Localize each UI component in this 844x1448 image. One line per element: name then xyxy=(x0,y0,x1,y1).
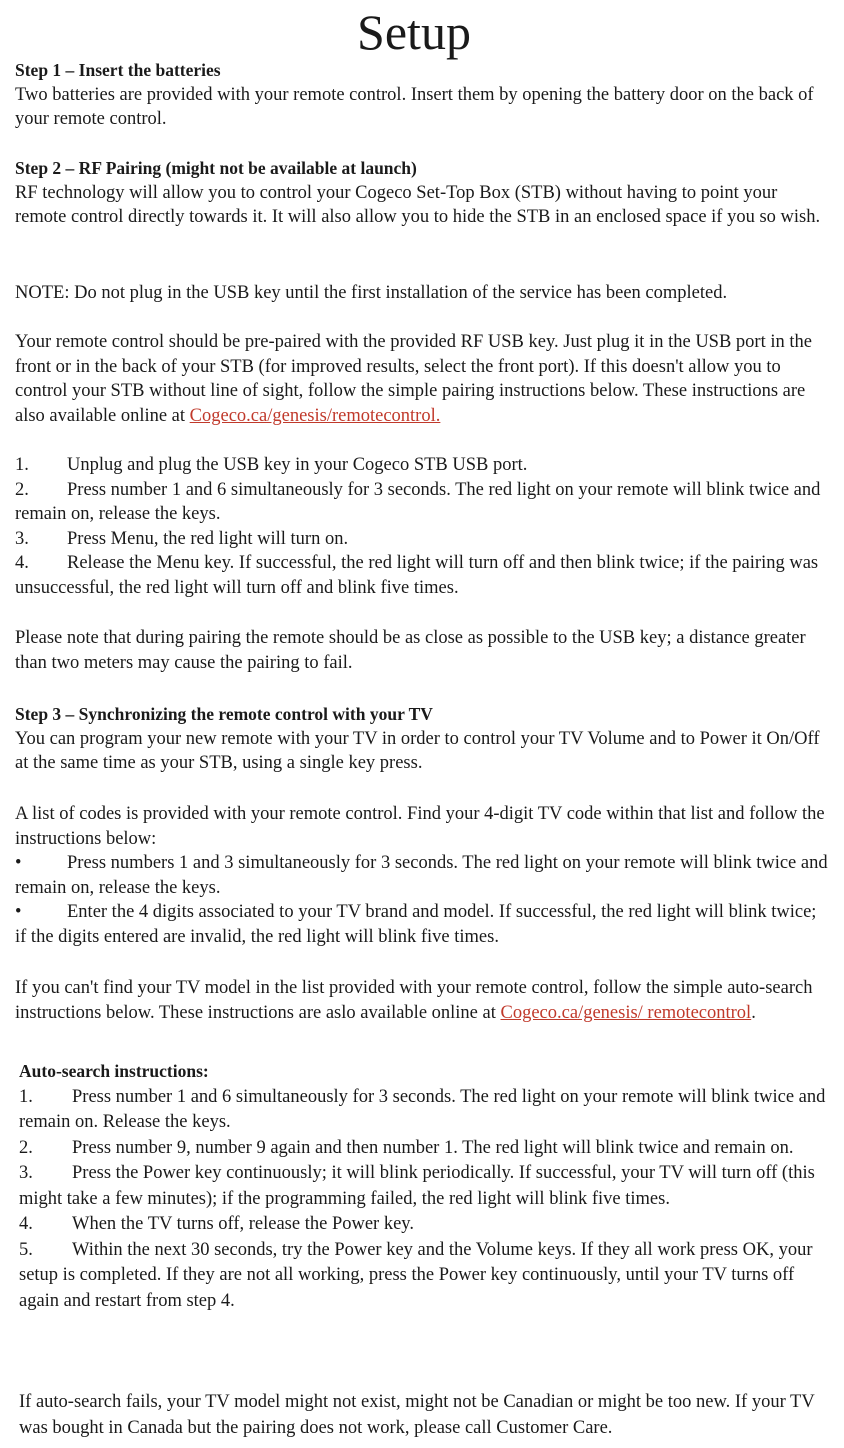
step-number: 1. xyxy=(19,1086,33,1107)
note-text: NOTE: Do not plug in the USB key until the first installation of the service has been completed. xyxy=(15,283,728,303)
step3-intro: You can program your new remote with your TV in order to control your TV Volume and to Power it On/Off at the same time as your STB, using a single key press. xyxy=(15,728,820,774)
remotecontrol-link[interactable]: Cogeco.ca/genesis/remotecontrol. xyxy=(189,405,441,426)
paired-text: Your remote control should be pre-paired with the provided RF USB key. Just plug it in the USB port in the front or in the back of your STB (for improved results, select the front port). If this doesn't allow you to control your STB without line of sight, follow the simple pairing instructions below. These instructions are also available online at xyxy=(15,332,812,426)
codes-text: A list of codes is provided with your remote control. Find your 4-digit TV code within that list and follow the instructions below: xyxy=(15,804,825,849)
autosearch-step xyxy=(19,1238,835,1315)
step-number: 2. xyxy=(19,1137,33,1158)
step2-closing xyxy=(15,626,831,675)
page-title: Setup xyxy=(357,4,471,60)
step-number: 4. xyxy=(15,553,29,574)
step-text: Unplug and plug the USB key in your Cogeco STB USB port. xyxy=(67,455,528,475)
step-number: 2. xyxy=(15,479,29,500)
step3-codes xyxy=(15,802,831,950)
autosearch-step xyxy=(19,1136,835,1162)
pairing-step xyxy=(15,453,831,478)
closing-text: If auto-search fails, your TV model might not exist, might not be Canadian or might be too new. If your TV was bought in Canada but the pairing does not work, please call Customer Care. xyxy=(19,1392,815,1438)
autosearch-step xyxy=(19,1085,835,1136)
period: . xyxy=(751,1002,756,1023)
pairing-step xyxy=(15,551,831,600)
step-text: Press Menu, the red light will turn on. xyxy=(67,528,349,549)
step-number: 5. xyxy=(19,1239,33,1260)
step-text: Release the Menu key. If successful, the red light will turn off and then blink twice; if the pairing was unsuccessful, the red light will turn off and blink five times. xyxy=(15,553,819,598)
pairing-steps xyxy=(15,453,831,601)
step3-heading: Step 3 – Synchronizing the remote control with your TV xyxy=(15,704,433,724)
step2-paired xyxy=(15,330,831,428)
autosearch-closing xyxy=(19,1390,835,1441)
step1-section xyxy=(15,58,831,132)
bullet-symbol: • xyxy=(15,902,22,923)
pairing-step xyxy=(15,478,831,527)
step-text: Press number 9, number 9 again and then number 1. The red light will blink twice and remain on. xyxy=(72,1137,794,1158)
step-number: 1. xyxy=(15,455,29,475)
bullet-item xyxy=(15,851,831,900)
paired-paragraph xyxy=(15,330,831,428)
bullet-text: Enter the 4 digits associated to your TV brand and model. If successful, the red light will blink twice; if the digits entered are invalid, the red light will blink five times. xyxy=(15,902,817,947)
auto-text: If you can't find your TV model in the list provided with your remote control, follow the simple auto-search instructions below. These instructions are aslo available online at xyxy=(15,978,813,1023)
autosearch-section xyxy=(19,1059,835,1314)
step1-heading: Step 1 – Insert the batteries xyxy=(15,60,221,80)
step-text: When the TV turns off, release the Power key. xyxy=(72,1214,414,1234)
pairing-step xyxy=(15,527,831,552)
step-text: Press number 1 and 6 simultaneously for 3 seconds. The red light on your remote will blink twice and remain on. Release the keys. xyxy=(19,1086,826,1132)
autosearch-heading: Auto-search instructions: xyxy=(19,1061,209,1081)
step3-autosearch-intro xyxy=(15,976,831,1025)
step2-intro: RF technology will allow you to control your Cogeco Set-Top Box (STB) without having to point your remote control directly towards it. It will also allow you to hide the STB in an enclosed space if you so wish. xyxy=(15,182,821,228)
step-text: Press the Power key continuously; it will blink periodically. If successful, your TV will turn off (this might take a few minutes); if the programming failed, the red light will blink five times. xyxy=(19,1163,815,1209)
step2-section xyxy=(15,156,831,230)
bullet-text: Press numbers 1 and 3 simultaneously for 3 seconds. The red light on your remote will blink twice and remain on, release the keys. xyxy=(15,853,828,898)
autosearch-step xyxy=(19,1161,835,1212)
step-number: 3. xyxy=(15,528,29,549)
step-number: 4. xyxy=(19,1214,33,1234)
step2-note xyxy=(15,281,831,306)
step1-text: Two batteries are provided with your remote control. Insert them by opening the battery door on the back of your remote control. xyxy=(15,84,814,130)
step3-section xyxy=(15,702,831,776)
closing-text: Please note that during pairing the remote should be as close as possible to the USB key; a distance greater than two meters may cause the pairing to fail. xyxy=(15,628,806,673)
step-text: Within the next 30 seconds, try the Power key and the Volume keys. If they all work press OK, your setup is completed. If they are not all working, press the Power key continuously, until your TV turns off again and restart from step 4. xyxy=(19,1239,813,1311)
step-number: 3. xyxy=(19,1163,33,1183)
bullet-symbol: • xyxy=(15,853,22,874)
step-text: Press number 1 and 6 simultaneously for 3 seconds. The red light on your remote will blink twice and remain on, release the keys. xyxy=(15,479,821,525)
step2-heading: Step 2 – RF Pairing (might not be available at launch) xyxy=(15,158,417,178)
bullet-item xyxy=(15,900,831,949)
autosearch-step xyxy=(19,1212,835,1238)
genesis-link[interactable]: Cogeco.ca/genesis/ remotecontrol xyxy=(500,1002,752,1023)
auto-paragraph xyxy=(15,976,831,1025)
